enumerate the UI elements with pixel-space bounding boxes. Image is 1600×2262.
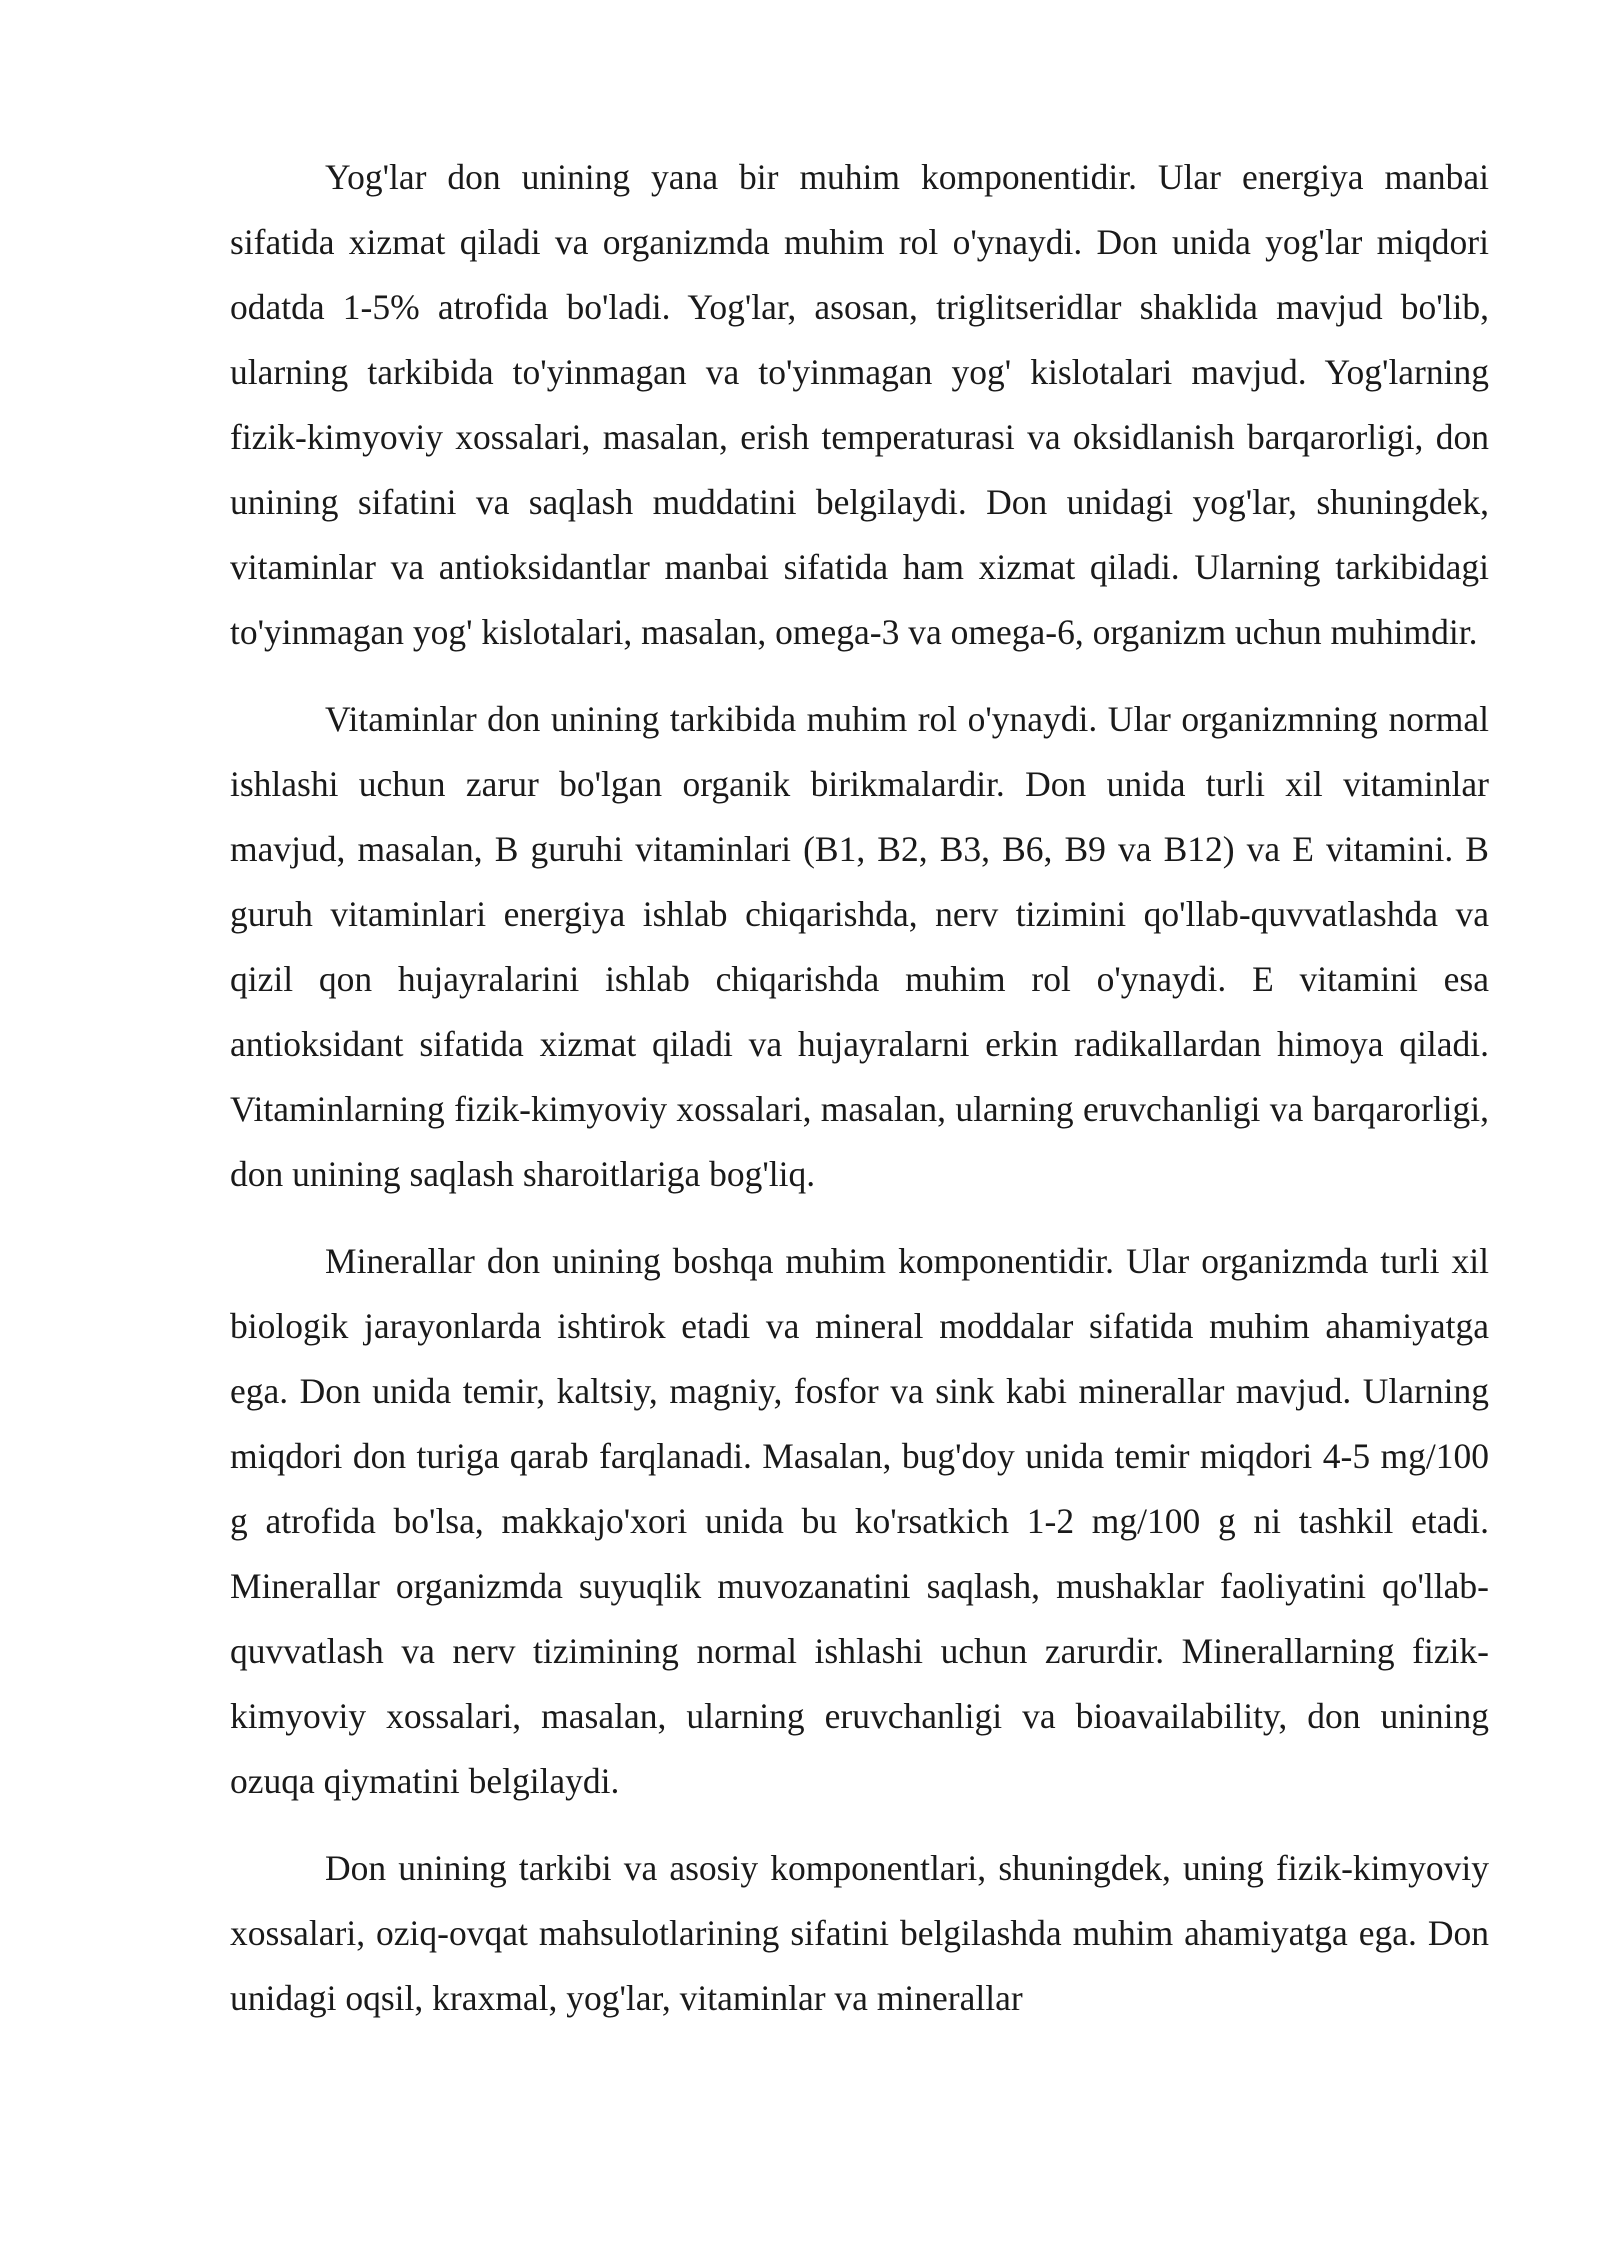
paragraph-composition-summary: Don unining tarkibi va asosiy komponentlari, shuningdek, uning fizik-kimyoviy xossalari, oziq-ovqat mahsulotlarining sifatini belgilashda muhim ahamiyatga ega. Don unidagi oqsil, kraxmal, yog'lar, vitaminlar va minerallar <box>230 1848 1489 2018</box>
paragraph-minerals: Minerallar don unining boshqa muhim komponentidir. Ular organizmda turli xil biologik jarayonlarda ishtirok etadi va mineral moddalar sifatida muhim ahamiyatga ega. Don unida temir, kaltsiy, magniy, fosfor va sink kabi minerallar mavjud. Ularning miqdori don turiga qarab farqlanadi. Masalan, bug'doy unida temir miqdori 4-5 mg/100 g atrofida bo'lsa, makkajo'xori unida bu ko'rsatkich 1-2 mg/100 g ni tashkil etadi. Minerallar organizmda suyuqlik muvozanatini saqlash, mushaklar faoliyatini qo'llab-quvvatlash va nerv tizimining normal ishlashi uchun zarurdir. Minerallarning fizik-kimyoviy xossalari, masalan, ularning eruvchanligi va bioavailability, don unining ozuqa qiymatini belgilaydi. <box>230 1241 1489 1801</box>
paragraph-fats: Yog'lar don unining yana bir muhim komponentidir. Ular energiya manbai sifatida xizmat qiladi va organizmda muhim rol o'ynaydi. Don unida yog'lar miqdori odatda 1-5% atrofida bo'ladi. Yog'lar, asosan, triglitseridlar shaklida mavjud bo'lib, ularning tarkibida to'yinmagan va to'yinmagan yog' kislotalari mavjud. Yog'larning fizik-kimyoviy xossalari, masalan, erish temperaturasi va oksidlanish barqarorligi, don unining sifatini va saqlash muddatini belgilaydi. Don unidagi yog'lar, shuningdek, vitaminlar va antioksidantlar manbai sifatida ham xizmat qiladi. Ularning tarkibidagi to'yinmagan yog' kislotalari, masalan, omega-3 va omega-6, organizm uchun muhimdir. <box>230 157 1489 652</box>
paragraph-vitamins: Vitaminlar don unining tarkibida muhim rol o'ynaydi. Ular organizmning normal ishlashi uchun zarur bo'lgan organik birikmalardir. Don unida turli xil vitaminlar mavjud, masalan, B guruhi vitaminlari (B1, B2, B3, B6, B9 va B12) va E vitamini. B guruh vitaminlari energiya ishlab chiqarishda, nerv tizimini qo'llab-quvvatlashda va qizil qon hujayralarini ishlab chiqarishda muhim rol o'ynaydi. E vitamini esa antioksidant sifatida xizmat qiladi va hujayralarni erkin radikallardan himoya qiladi. Vitaminlarning fizik-kimyoviy xossalari, masalan, ularning eruvchanligi va barqarorligi, don unining saqlash sharoitlariga bog'liq. <box>230 699 1489 1194</box>
document-page <box>230 145 1489 2053</box>
